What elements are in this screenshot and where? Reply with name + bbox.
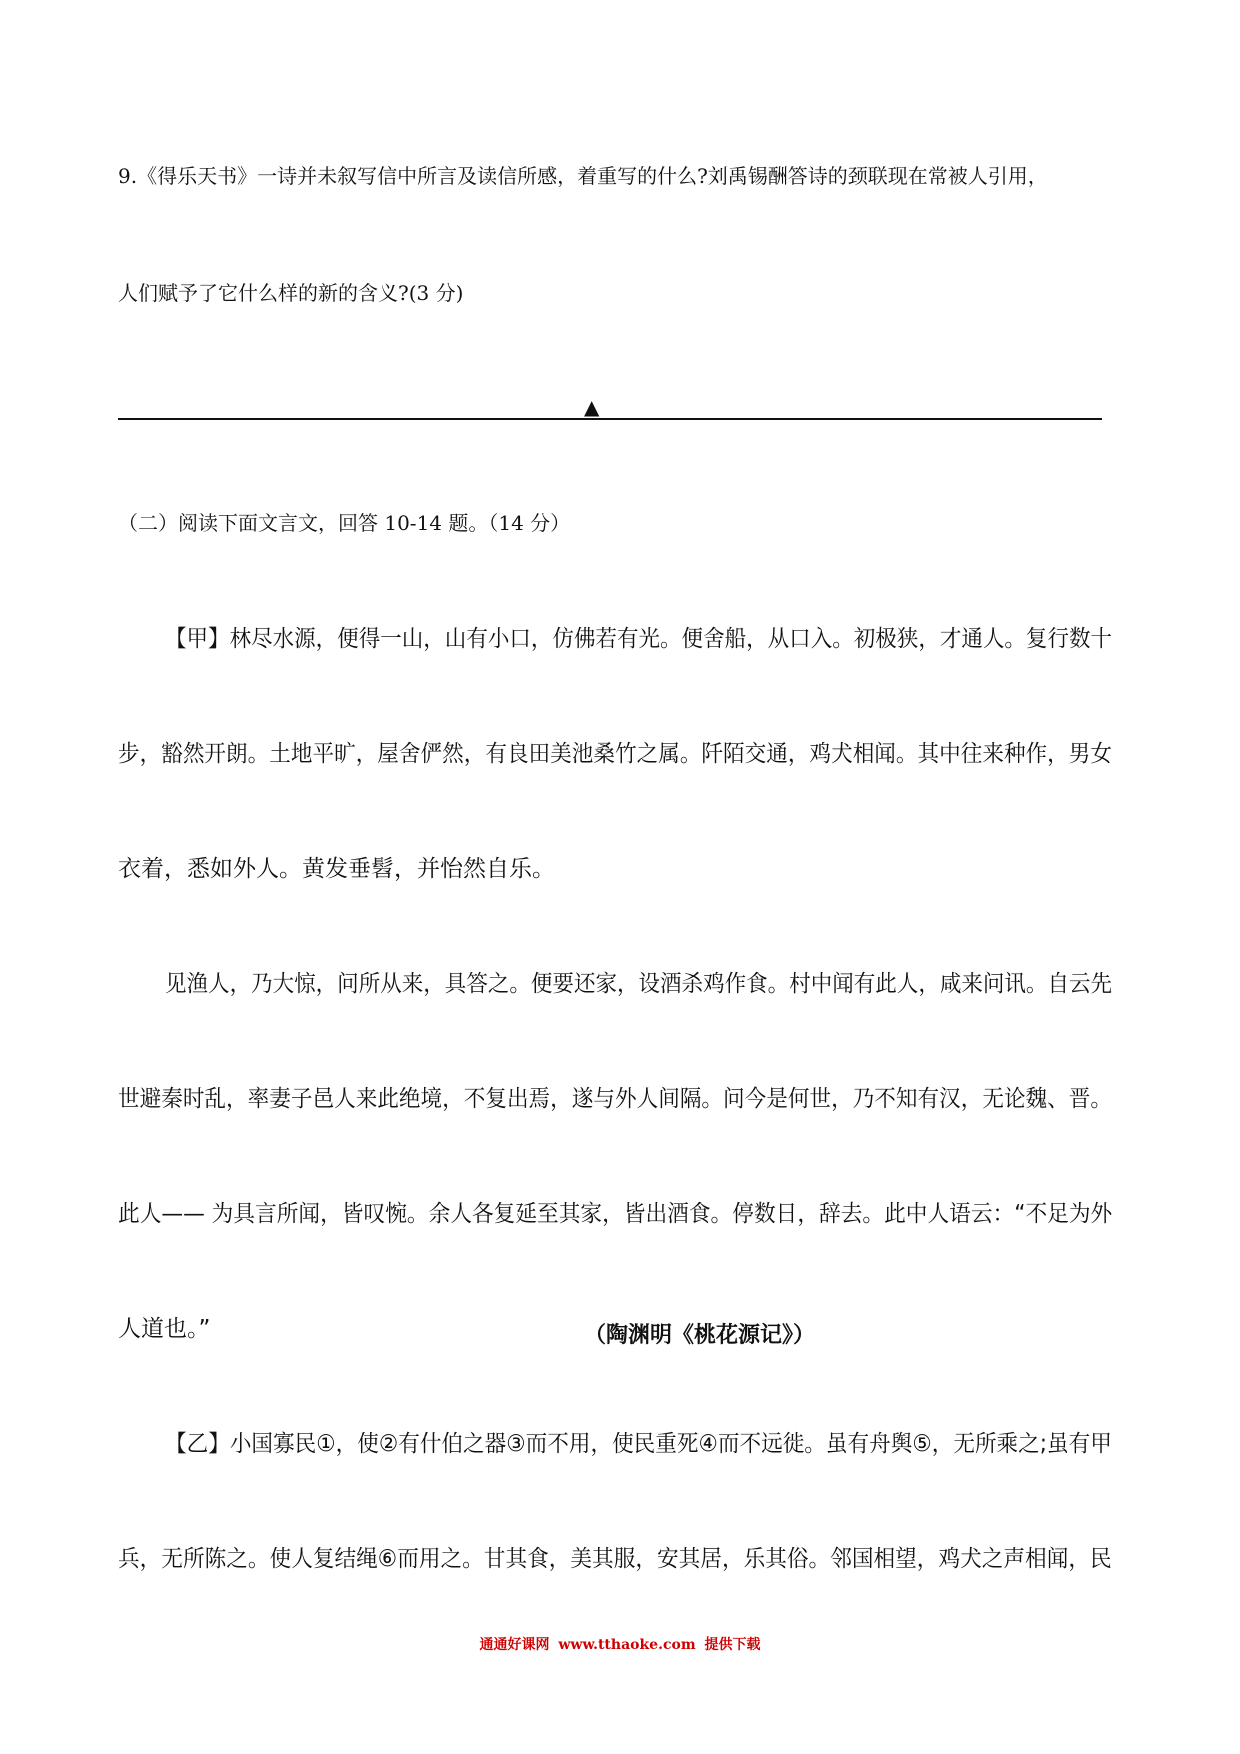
- passage-yi-line: 【乙】小国寡民①，使②有什伯之器③而不用，使民重死④而不远徙。虽有舟舆⑤，无所乘之;虽有甲: [165, 1431, 1112, 1457]
- passage-jia-source: （陶渊明《桃花源记》）: [584, 1323, 816, 1348]
- passage-jia-line: 人道也。”: [118, 1316, 211, 1342]
- passage-jia-line: 步，豁然开朗。土地平旷，屋舍俨然，有良田美池桑竹之属。阡陌交通，鸡犬相闻。其中往来种作，男女: [118, 741, 1112, 767]
- passage-jia-line: 此人—— 为具言所闻，皆叹惋。余人各复延至其家，皆出酒食。停数日，辞去。此中人语云：“不足为外: [118, 1201, 1113, 1227]
- passage-jia-line: 见渔人，乃大惊，问所从来，具答之。便要还家，设酒杀鸡作食。村中闻有此人，咸来问讯。自云先: [165, 971, 1113, 997]
- footer-site-name: 通通好课网: [479, 1637, 550, 1653]
- answer-line: [118, 418, 1102, 420]
- passage-jia-line: 【甲】林尽水源，便得一山，山有小口，仿佛若有光。便舍船，从口入。初极狭，才通人。复行数十: [165, 626, 1113, 652]
- question-9-line-1: 9.《得乐天书》一诗并未叙写信中所言及读信所感，着重写的什么?刘禹锡酬答诗的颈联现在常被人引用，: [118, 164, 1048, 188]
- passage-jia-line: 世避秦时乱，率妻子邑人来此绝境，不复出焉，遂与外人间隔。问今是何世，乃不知有汉，无论魏、晋。: [118, 1086, 1112, 1112]
- section-2-heading: （二）阅读下面文言文，回答 10-14 题。（14 分）: [118, 511, 571, 535]
- footer-watermark: [0, 1634, 1240, 1654]
- answer-triangle-marker: ▲: [584, 395, 600, 419]
- question-9-line-2: 人们赋予了它什么样的新的含义?(3 分): [118, 281, 464, 305]
- passage-yi-line: 兵，无所陈之。使人复结绳⑥而用之。甘其食，美其服，安其居，乐其俗。邻国相望，鸡犬之声相闻，民: [118, 1546, 1112, 1572]
- passage-jia-line: 衣着，悉如外人。黄发垂髫，并怡然自乐。: [118, 856, 555, 882]
- footer-url[interactable]: www.tthaoke.com: [558, 1637, 696, 1653]
- footer-download-text: 提供下载: [704, 1637, 761, 1653]
